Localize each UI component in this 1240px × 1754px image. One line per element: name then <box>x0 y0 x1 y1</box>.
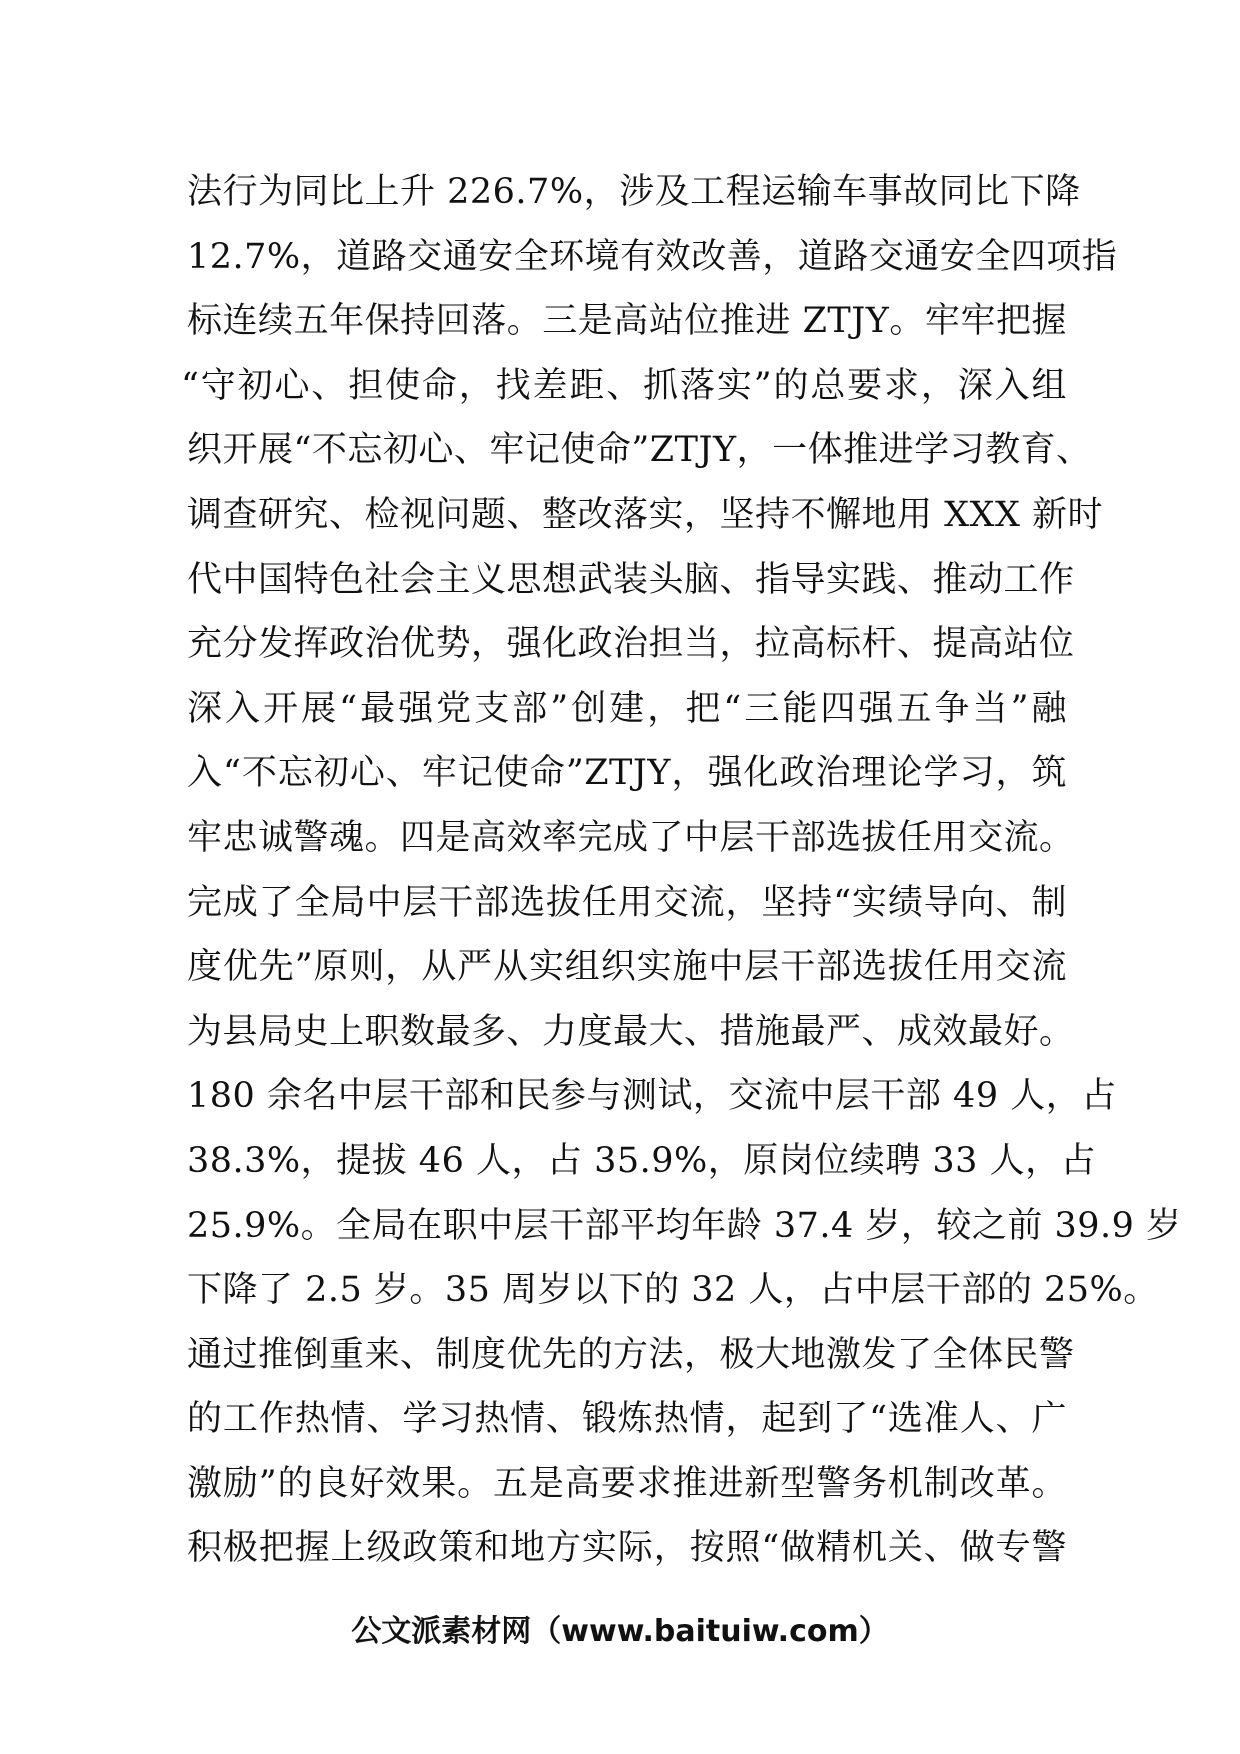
text-line: 通过推倒重来、制度优先的方法，极大地激发了全体民警 <box>187 1334 1075 1375</box>
footer-watermark: 公文派素材网（www.baituiw.com） <box>351 1614 889 1649</box>
text-line: 12.7%，道路交通安全环境有效改善，道路交通安全四项指 <box>187 236 1118 277</box>
text-line: 180 余名中层干部和民参与测试，交流中层干部 49 人，占 <box>187 1076 1117 1117</box>
text-line: 积极把握上级政策和地方实际，按照“做精机关、做专警 <box>187 1528 1067 1569</box>
text-line: 下降了 2.5 岁。35 周岁以下的 32 人，占中层干部的 25%。 <box>187 1270 1159 1311</box>
text-line: 牢忠诚警魂。四是高效率完成了中层干部选拔任用交流。 <box>187 817 1075 858</box>
text-line: 深入开展“最强党支部”创建，把“三能四强五争当”融 <box>187 688 1067 729</box>
document-body <box>181 160 1182 1581</box>
text-line: 织开展“不忘初心、牢记使命”ZTJY，一体推进学习教育、 <box>187 430 1092 471</box>
text-line: 为县局史上职数最多、力度最大、措施最严、成效最好。 <box>187 1011 1075 1052</box>
text-line: 调查研究、检视问题、整改落实，坚持不懈地用 XXX 新时 <box>187 494 1104 535</box>
text-line: 度优先”原则，从严从实组织实施中层干部选拔任用交流 <box>187 947 1067 988</box>
text-line: “守初心、担使命，找差距、抓落实”的总要求，深入组 <box>181 365 1067 406</box>
text-line: 激励”的良好效果。五是高要求推进新型警务机制改革。 <box>187 1463 1067 1504</box>
text-line: 的工作热情、学习热情、锻炼热情，起到了“选准人、广 <box>187 1399 1067 1440</box>
text-line: 入“不忘初心、牢记使命”ZTJY，强化政治理论学习，筑 <box>187 753 1067 794</box>
text-line: 38.3%，提拔 46 人，占 35.9%，原岗位续聘 33 人，占 <box>187 1140 1097 1181</box>
text-line: 完成了全局中层干部选拔任用交流，坚持“实绩导向、制 <box>187 882 1067 923</box>
text-line: 标连续五年保持回落。三是高站位推进 ZTJY。牢牢把握 <box>187 301 1067 342</box>
text-line: 25.9%。全局在职中层干部平均年龄 37.4 岁，较之前 39.9 岁 <box>187 1205 1182 1246</box>
text-line: 代中国特色社会主义思想武装头脑、指导实践、推动工作 <box>187 559 1075 600</box>
text-line: 法行为同比上升 226.7%，涉及工程运输车事故同比下降 <box>187 172 1081 212</box>
text-line: 充分发挥政治优势，强化政治担当，拉高标杆、提高站位 <box>187 624 1075 665</box>
